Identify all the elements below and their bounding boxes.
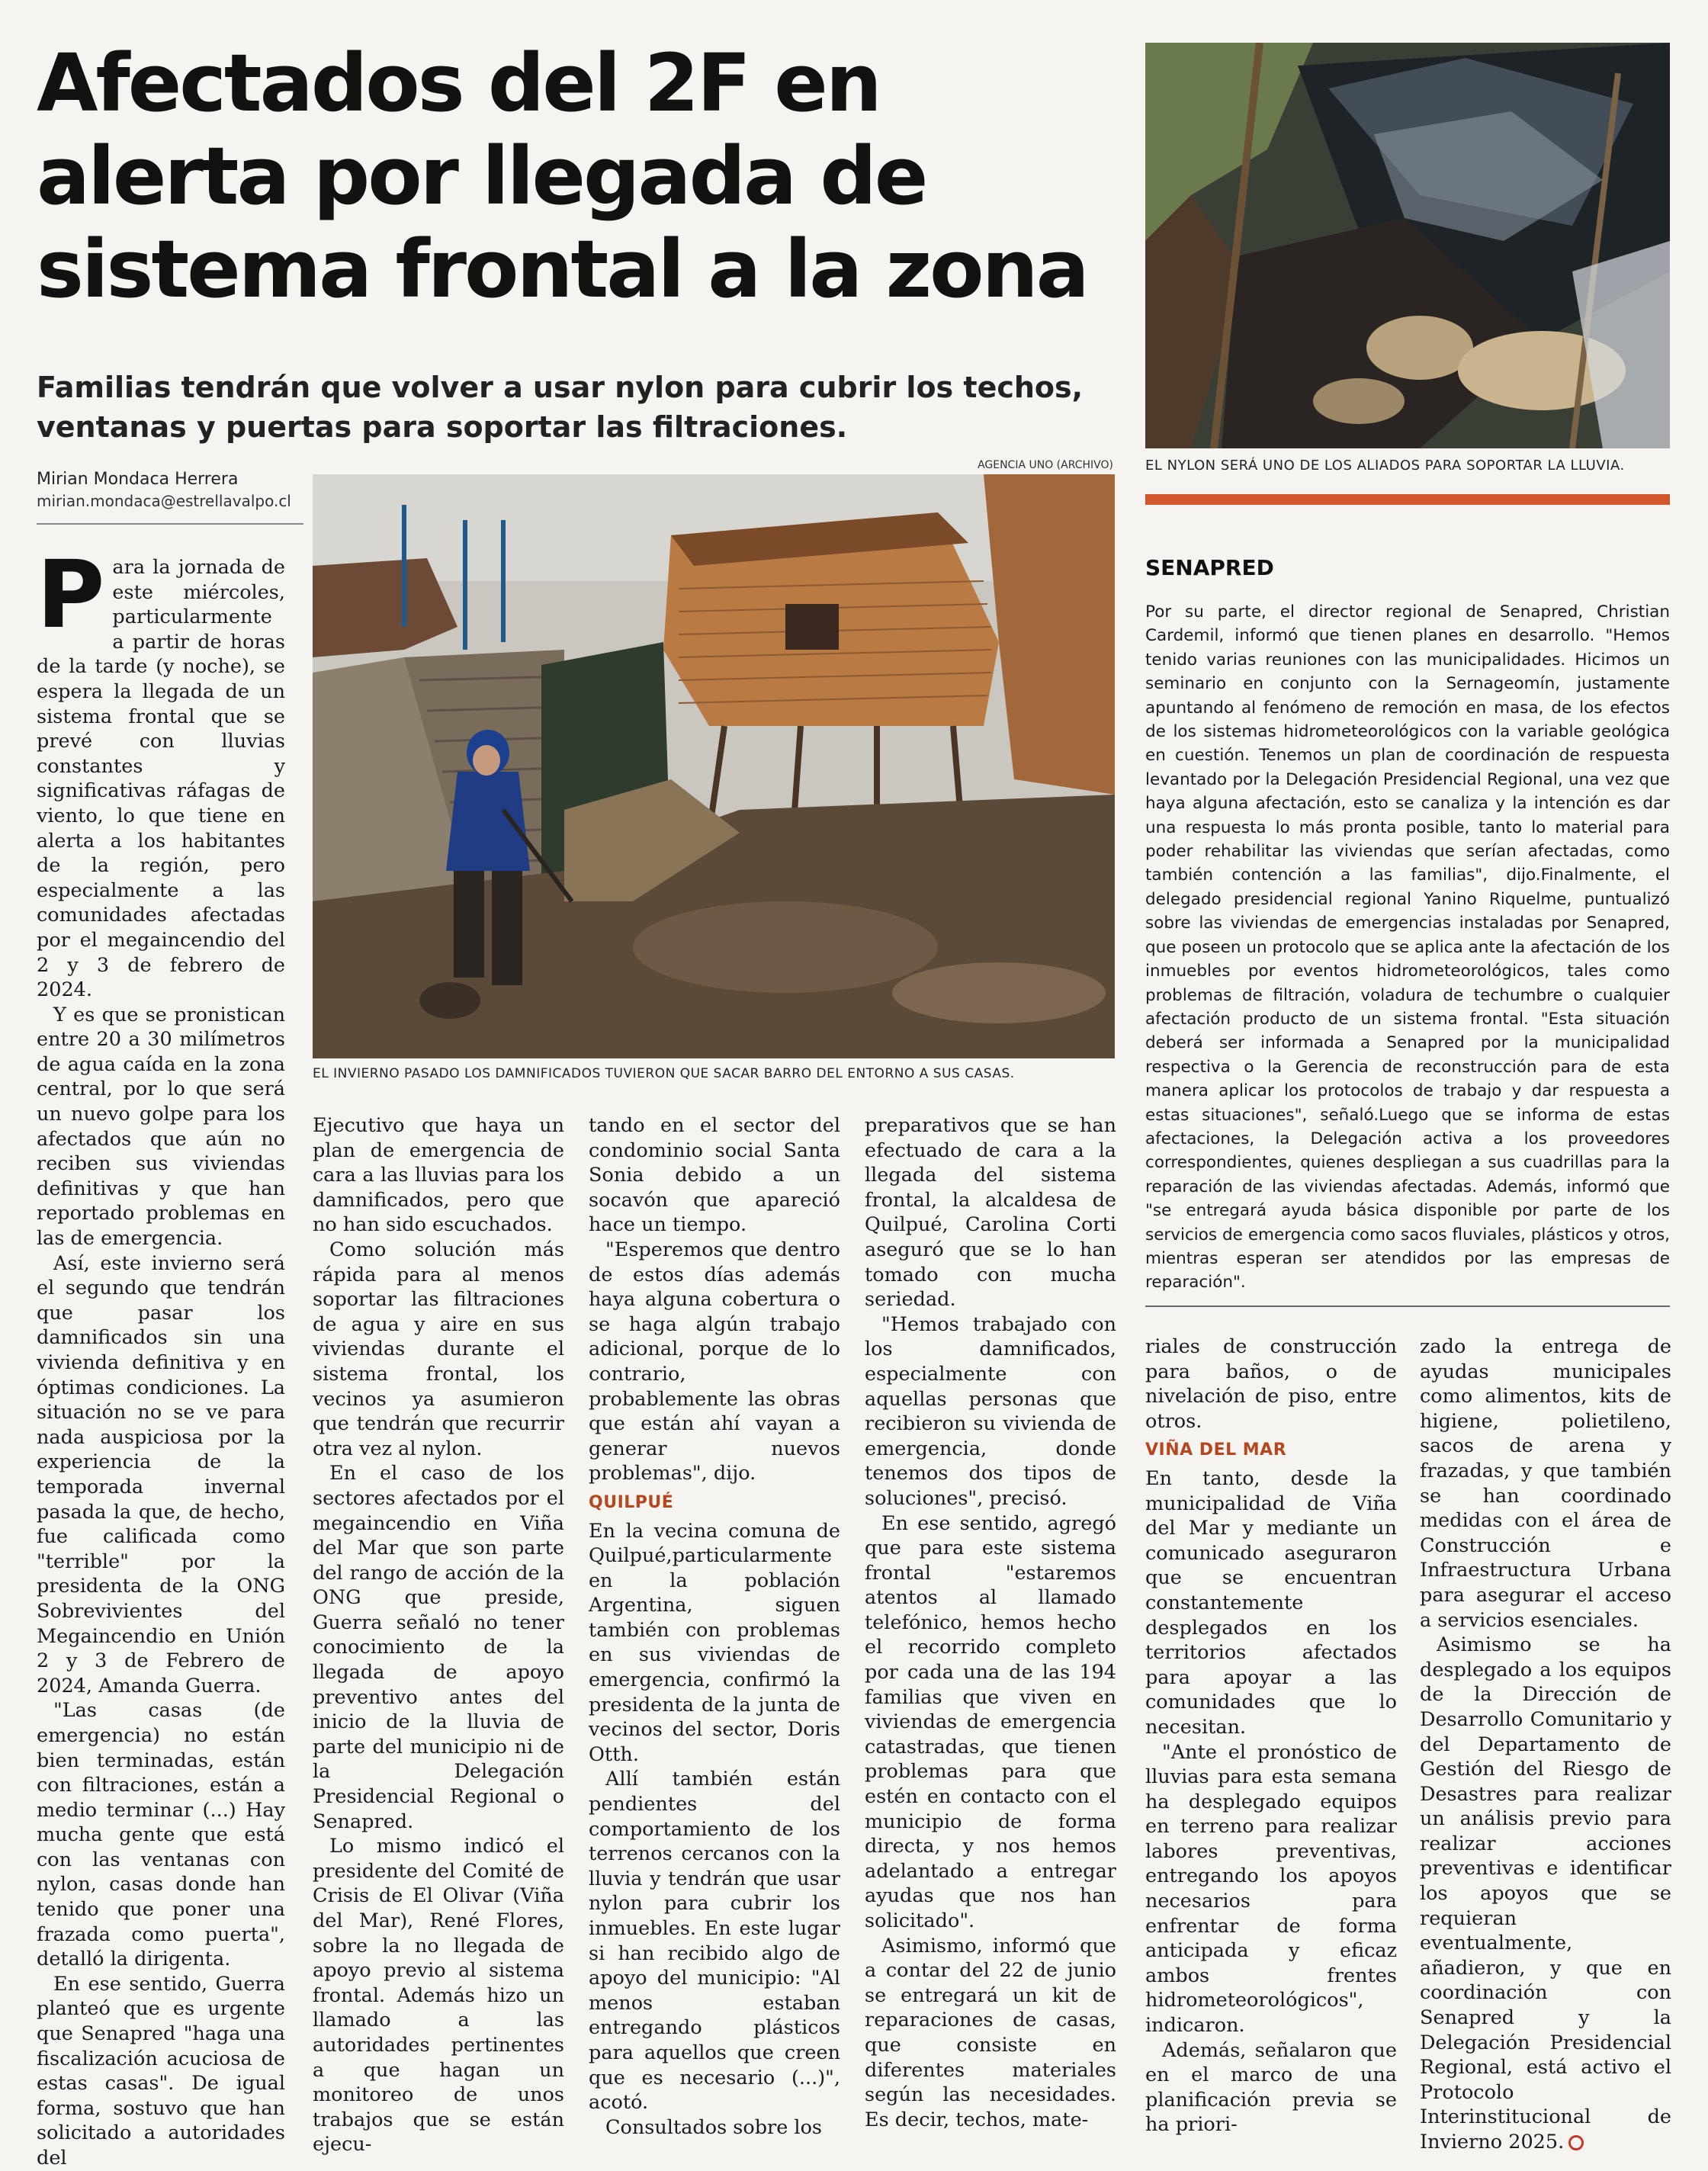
- paragraph: Lo mismo indicó el presidente del Comité de Crisis de El Olivar (Viña del Mar), René Flores, sobre la no llegada de apoyo previo al sistema frontal. Además hizo un llamado a las autoridades pertinentes a que hagan un monitoreo de unos trabajos que se están ejecu-: [313, 1835, 564, 2157]
- photo-caption-main: EL INVIERNO PASADO LOS DAMNIFICADOS TUVIERON QUE SACAR BARRO DEL ENTORNO A SUS CASAS.: [313, 1066, 1015, 1081]
- paragraph: Consultados sobre los: [605, 2115, 823, 2139]
- paragraph: "Esperemos que dentro de estos días además haya alguna cobertura o se haga algún trabajo adicional, porque de lo contrario, probablemente las obras que están ahí vayan a generar nuevos problemas", dijo.: [589, 1238, 840, 1485]
- main-photo-illustration: [313, 474, 1115, 1058]
- paragraph: Además, señalaron que en el marco de una planificación previa se ha priori-: [1145, 2038, 1397, 2137]
- headline-line: alerta por llegada de: [37, 130, 926, 223]
- paragraph: Así, este invierno será el segundo que tendrán que pasar los damnificados sin una vivienda definitiva y en óptimas condiciones. La situación no se ve para nada auspiciosa por la experiencia de la temporada invernal pasada la que, de hecho, fue calificada como "terrible" por la presidenta de la ONG Sobrevivientes del Megaincendio en Unión 2 y 3 de Febrero de 2024, Amanda Guerra.: [37, 1251, 285, 1697]
- photo-credit: AGENCIA UNO (ARCHIVO): [978, 459, 1113, 471]
- paragraph: En tanto, desde la municipalidad de Viña del Mar y mediante un comunicado aseguraron que se encuentran constantemente desplegados en los territorios afectados para apoyar a las comunidades que lo necesitan.: [1145, 1466, 1397, 1739]
- paragraph: Y es que se pronistican entre 20 a 30 milímetros de agua caída en la zona central, por lo que será un nuevo golpe para los afectados que aún no reciben sus viviendas definitivas y que han reportado problemas en las de emergencia.: [37, 1003, 285, 1251]
- section-heading-senapred: SENAPRED: [1145, 555, 1274, 580]
- accent-rule: [1145, 494, 1670, 505]
- paragraph: preparativos que se han efectuado de cara a la llegada del sistema frontal, la alcaldesa de Quilpué, Carolina Corti aseguró que se lo han tomado con mucha seriedad.: [865, 1114, 1116, 1312]
- paragraph: tando en el sector del condominio social Santa Sonia debido a un socavón que apareció hace un tiempo.: [589, 1114, 840, 1237]
- byline: [37, 470, 311, 510]
- article-column-4: [865, 1113, 1116, 2132]
- subheadline: [37, 368, 1104, 447]
- paragraph: En la vecina comuna de Quilpué,particularmente en la población Argentina, siguen también con problemas en sus viviendas de emergencia, confirmó la presidenta de la junta de vecinos del sector, Doris Otth.: [589, 1519, 840, 1766]
- paragraph-text: Asimismo se ha desplegado a los equipos de la Dirección de Desarrollo Comunitario y del Departamento de Gestión del Riesgo de Desastres para realizar un análisis previo para realizar acciones preventivas e identificar los apoyos que se requieran eventualmente, añadieron, y que en coordinación con Senapred y la Delegación Presidencial Regional, está activo el Protocolo Interinstitucional de Invierno 2025.: [1420, 1633, 1671, 2153]
- subheadline-line: Familias tendrán que volver a usar nylon para cubrir los techos,: [37, 371, 1084, 404]
- paragraph: En ese sentido, agregó que para este sistema frontal "estaremos atentos al llamado telefónico, hemos hecho el recorrido completo por cada una de las 194 familias que viven en viviendas de emergencia catastradas, que tienen problemas para que estén en contacto con el municipio de forma directa, y nos hemos adelantado a entregar ayudas que nos han solicitado".: [865, 1511, 1116, 1932]
- article-column-3: [589, 1113, 840, 2140]
- paragraph: zado la entrega de ayudas municipales como alimentos, kits de higiene, polietileno, sacos de arena y frazadas, y que también se han coordinado medidas con el área de Construcción e Infraestructura Urbana para asegurar el acceso a servicios esenciales.: [1420, 1335, 1671, 1632]
- photo-caption-top: EL NYLON SERÁ UNO DE LOS ALIADOS PARA SOPORTAR LA LLUVIA.: [1145, 458, 1625, 474]
- section-heading-quilpue: QUILPUÉ: [589, 1492, 674, 1512]
- paragraph: "Las casas (de emergencia) no están bien terminadas, están con filtraciones, están a medio terminar (...) Hay mucha gente que está con las ventanas con nylon, casas donde han tenido que poner una frazada como puerta", detalló la dirigenta.: [37, 1699, 285, 1971]
- senapred-body: Por su parte, el director regional de Senapred, Christian Cardemil, informó que tienen planes en desarrollo. "Hemos tenido varias reuniones con las municipalidades. Hicimos un seminario en conjunto con la Sernageomín, justamente apuntando al fenómeno de remoción en masa, de los efectos de los sistemas hidrometeorológicos con la variable geológica en cuestión. Tenemos un plan de coordinación de respuesta levantado por la Delegación Presidencial Regional, una vez que haya alguna afectación, esto se canaliza y la intención es dar una respuesta lo más pronta posible, tanto lo material para poder rehabilitar las viviendas que serían afectadas, como también contención a las familias", dijo.Finalmente, el delegado presidencial regional Yanino Riquelme, puntualizó sobre las viviendas de emergencias instaladas por Senapred, que poseen un protocolo que se aplica ante la afectación de los inmuebles por eventos hidrometeorológicos, tales como problemas de filtración, voladura de techumbre o cualquier afectación producto de un sistema frontal. "Esta situación deberá ser informada a Senapred por la municipalidad respectiva o la Gerencia de reconstrucción para de esta manera aplicar los protocolos de trabajo y dar respuesta a estas situaciones", señaló.Luego que se informa de estas afectaciones, la Delegación activa a los proveedores correspondientes, quienes despliegan a sus cuadrillas para la reparación de las viviendas afectadas. Además, informó que "se entregará ayuda básica disponible por parte de los servicios de emergencia como sacos fluviales, plásticos y otros, mientras esperan ser atendidos por las empresas de reparación".: [1145, 602, 1670, 1293]
- paragraph: ara la jornada de este miércoles, particularmente a partir de horas de la tarde (y noche), se espera la llegada de un sistema frontal que se prevé con lluvias constantes y significativas ráfagas de viento, lo que tiene en alerta a los habitantes de la región, pero especialmente a las comunidades afectadas por el megaincendio del 2 y 3 de febrero de 2024.: [37, 556, 285, 1002]
- nylon-photo-illustration: [1145, 43, 1670, 448]
- paragraph: En el caso de los sectores afectados por el megaincendio en Viña del Mar que son parte del rango de acción de la ONG que preside, Guerra señaló no tener conocimiento de la llegada de apoyo preventivo antes del inicio de la lluvia de parte del municipio ni de la Delegación Presidencial Regional o Senapred.: [313, 1462, 564, 1833]
- subheadline-line: ventanas y puertas para soportar las filtraciones.: [37, 410, 848, 444]
- paragraph: Ejecutivo que haya un plan de emergencia de cara a las lluvias para los damnificados, pero que no han sido escuchados.: [313, 1114, 564, 1237]
- author-name: Mirian Mondaca Herrera: [37, 470, 239, 489]
- senapred-box: [1145, 555, 1670, 1295]
- article-column-5: [1145, 1334, 1397, 2137]
- article-column-1: [37, 541, 285, 2171]
- author-email: mirian.mondaca@estrellavalpo.cl: [37, 492, 291, 510]
- nylon-photo: [1145, 43, 1670, 448]
- end-mark-icon: [1568, 2135, 1584, 2150]
- headline: [37, 37, 1104, 316]
- drop-cap: P: [37, 541, 105, 649]
- section-heading-vina-del-mar: VIÑA DEL MAR: [1145, 1440, 1287, 1460]
- paragraph: "Ante el pronóstico de lluvias para esta semana ha desplegado equipos en terreno para realizar labores preventivas, entregando los apoyos necesarios para enfrentar de forma anticipada y eficaz ambos frentes hidrometeorológicos", indicaron.: [1145, 1740, 1397, 2038]
- sidebar-divider: [1145, 1305, 1670, 1307]
- headline-line: Afectados del 2F en: [37, 37, 880, 130]
- paragraph: Allí también están pendientes del comportamiento de los terrenos cercanos con la lluvia y tendrán que usar nylon para cubrir los inmuebles. En este lugar si han recibido algo de apoyo del municipio: "Al menos estaban entregando plásticos para aquellos que creen que es necesario (...)", acotó.: [589, 1768, 840, 2115]
- paragraph: Como solución más rápida para al menos soportar las filtraciones de agua y aire en sus viviendas durante el sistema frontal, los vecinos ya asumieron que tendrán que recurrir otra vez al nylon.: [313, 1238, 564, 1460]
- byline-divider: [37, 523, 303, 525]
- headline-line: sistema frontal a la zona: [37, 223, 1087, 316]
- paragraph: [1420, 1633, 1671, 2154]
- main-photo: [313, 474, 1115, 1058]
- paragraph: "Hemos trabajado con los damnificados, especialmente con aquellas personas que recibieron su vivienda de emergencia, donde tenemos dos tipos de soluciones", precisó.: [865, 1312, 1116, 1510]
- article-column-2: [313, 1113, 564, 2157]
- paragraph: riales de construcción para baños, o de nivelación de piso, entre otros.: [1145, 1335, 1397, 1433]
- paragraph: En ese sentido, Guerra planteó que es urgente que Senapred "haga una fiscalización acuciosa de estas casas". De igual forma, sostuvo que han solicitado a autoridades del: [37, 1972, 285, 2169]
- article-column-6: [1420, 1334, 1671, 2155]
- paragraph: Asimismo, informó que a contar del 22 de junio se entregará un kit de reparaciones de casas, que consiste en diferentes materiales según las necesidades. Es decir, techos, mate-: [865, 1934, 1116, 2131]
